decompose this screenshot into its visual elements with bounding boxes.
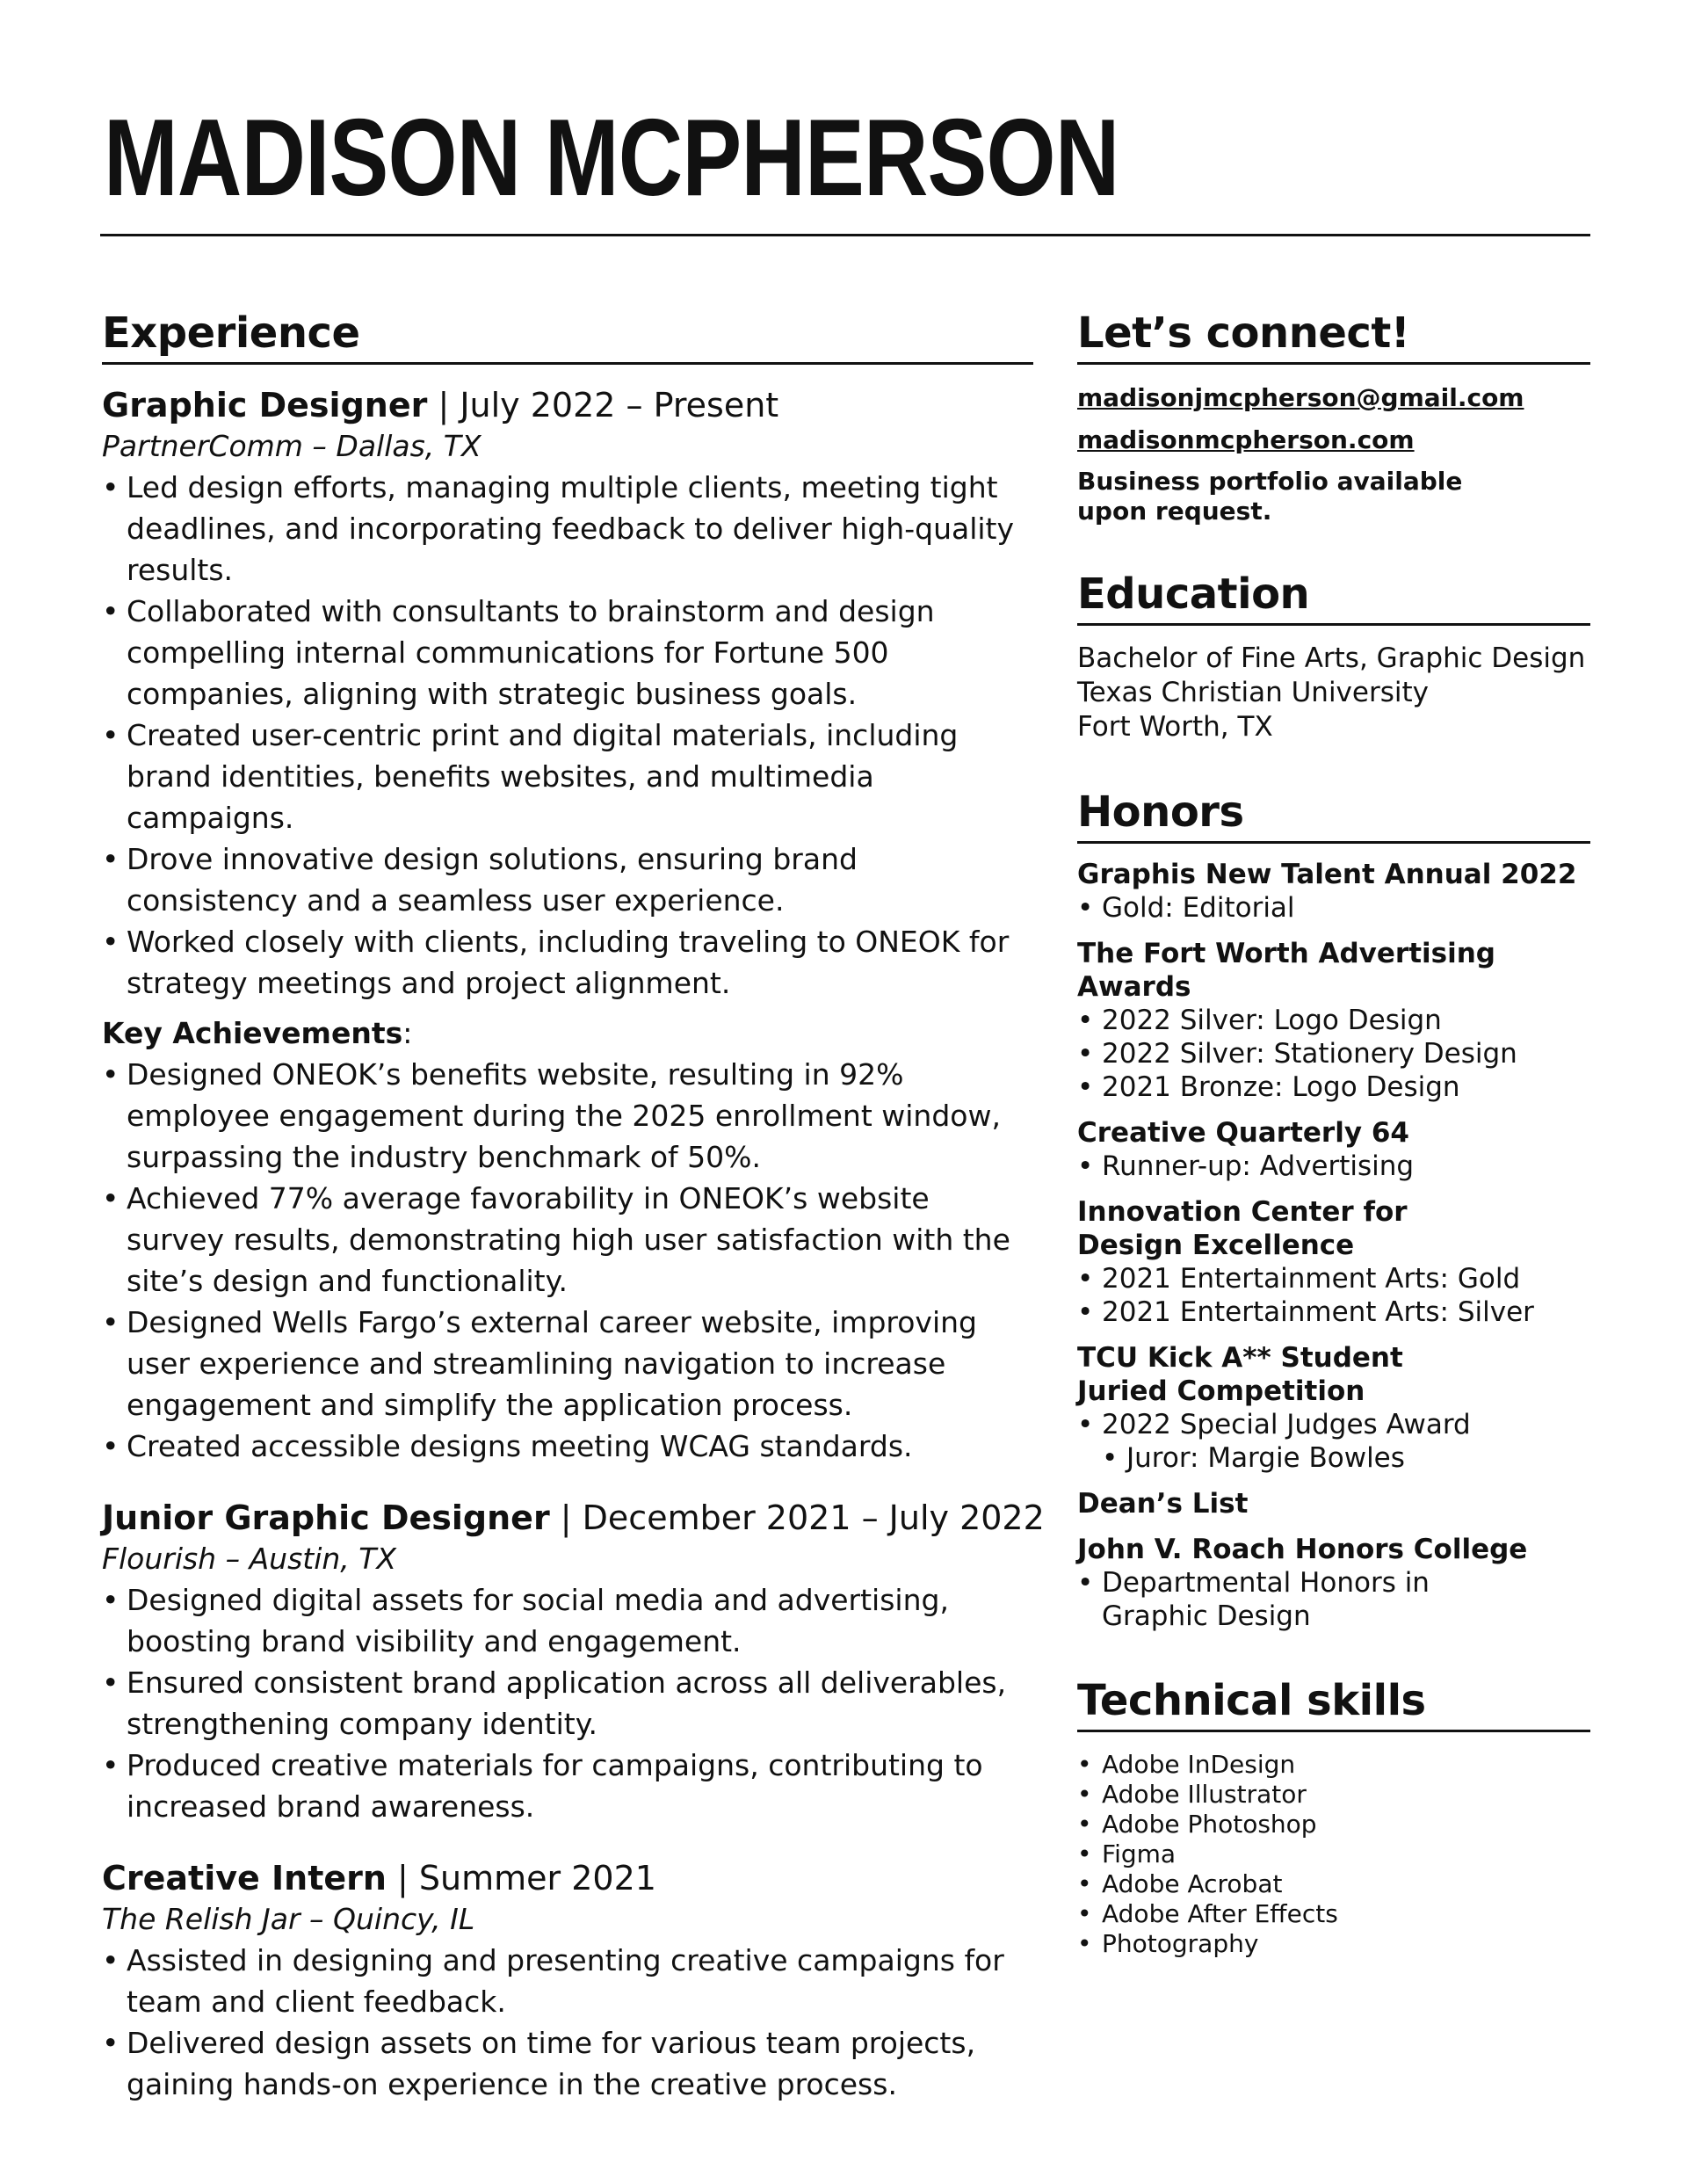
skill-item: • Adobe Acrobat bbox=[1077, 1869, 1590, 1899]
job-title-line bbox=[102, 1497, 1045, 1539]
contact-info bbox=[1077, 377, 1590, 526]
name-divider bbox=[100, 234, 1590, 236]
honor-items bbox=[1077, 1408, 1590, 1475]
portfolio-note-line: upon request. bbox=[1077, 497, 1272, 526]
honor-item: • 2021 Entertainment Arts: Silver bbox=[1077, 1295, 1590, 1329]
skills-heading: Technical skills bbox=[1077, 1673, 1590, 1732]
job-title: Junior Graphic Designer bbox=[102, 1498, 550, 1537]
resume-name: MADISON MCPHERSON bbox=[104, 98, 1119, 219]
honor-name: Dean’s List bbox=[1077, 1488, 1249, 1520]
job-bullet: • Assisted in designing and presenting creative campaigns for team and client feedback. bbox=[102, 1940, 1033, 2022]
honor-sub-item: • Juror: Margie Bowles bbox=[1077, 1441, 1590, 1475]
honors-list bbox=[1077, 858, 1590, 1633]
job-bullet: • Worked closely with clients, including traveling to ONEOK for strategy meetings and project alignment. bbox=[102, 921, 1033, 1004]
title-separator: | bbox=[560, 1498, 583, 1537]
degree: Bachelor of Fine Arts, Graphic Design bbox=[1077, 642, 1586, 674]
honor-name: Graphis New Talent Annual 2022 bbox=[1077, 859, 1577, 890]
honor-items bbox=[1077, 1004, 1590, 1104]
achievement-bullet: • Achieved 77% average favorability in ONEOK’s website survey results, demonstrating high user satisfaction with the site’s design and functionality. bbox=[102, 1178, 1033, 1302]
achievement-bullet: • Designed ONEOK’s benefits website, resulting in 92% employee engagement during the 2025 enrollment window, surpassing the industry benchmark of 50%. bbox=[102, 1054, 1033, 1178]
experience-column bbox=[102, 306, 1045, 2105]
honor-item: • 2022 Special Judges Award bbox=[1077, 1408, 1590, 1441]
honor-name: Creative Quarterly 64 bbox=[1077, 1117, 1409, 1149]
honor-items bbox=[1077, 1566, 1590, 1633]
education-details bbox=[1077, 642, 1590, 744]
job-bullets bbox=[102, 1940, 1033, 2105]
skill-item: • Adobe Photoshop bbox=[1077, 1810, 1590, 1839]
job-title: Graphic Designer bbox=[102, 386, 428, 424]
job-bullets bbox=[102, 467, 1033, 1004]
connect-heading: Let’s connect! bbox=[1077, 306, 1590, 365]
honor-item: • Gold: Editorial bbox=[1077, 891, 1590, 925]
job-bullet: • Created user-centric print and digital materials, including brand identities, benefits websites, and multimedia campaigns. bbox=[102, 715, 1033, 838]
skills-section bbox=[1077, 1673, 1590, 1959]
job-graphic-designer bbox=[102, 384, 1033, 1467]
job-title-line bbox=[102, 384, 1033, 426]
job-title: Creative Intern bbox=[102, 1859, 387, 1897]
connect-section bbox=[1077, 306, 1590, 526]
honor-item-line: • Departmental Honors in bbox=[1102, 1567, 1430, 1599]
job-bullet: • Designed digital assets for social media and advertising, boosting brand visibility and engagement. bbox=[102, 1579, 1033, 1662]
honor-items bbox=[1077, 1150, 1590, 1183]
job-bullet: • Led design efforts, managing multiple clients, meeting tight deadlines, and incorporating feedback to deliver high-quality results. bbox=[102, 467, 1033, 591]
achievement-bullet: • Created accessible designs meeting WCAG standards. bbox=[102, 1426, 1033, 1467]
honor-name-line: TCU Kick A** Student bbox=[1077, 1342, 1403, 1374]
skill-item: • Adobe InDesign bbox=[1077, 1750, 1590, 1780]
honor-name-line: Juried Competition bbox=[1077, 1375, 1365, 1407]
job-title-line bbox=[102, 1857, 1033, 1899]
title-separator: | bbox=[438, 386, 460, 424]
honor-items bbox=[1077, 891, 1590, 925]
key-achievements-heading: Key Achievements: bbox=[102, 1016, 413, 1050]
honor-name: John V. Roach Honors College bbox=[1077, 1534, 1528, 1565]
experience-heading: Experience bbox=[102, 306, 1033, 365]
job-dates: July 2022 – Present bbox=[460, 386, 779, 424]
school-location: Fort Worth, TX bbox=[1077, 711, 1273, 743]
job-bullets bbox=[102, 1579, 1033, 1827]
job-org: The Relish Jar – Quincy, IL bbox=[102, 1902, 475, 1936]
honor-name bbox=[1077, 1341, 1590, 1408]
honor-item: • 2021 Bronze: Logo Design bbox=[1077, 1070, 1590, 1104]
job-bullet: • Produced creative materials for campaigns, contributing to increased brand awareness. bbox=[102, 1745, 1033, 1827]
honor-name-line: Innovation Center for bbox=[1077, 1196, 1408, 1228]
job-dates: Summer 2021 bbox=[418, 1859, 656, 1897]
job-dates: December 2021 – July 2022 bbox=[582, 1498, 1045, 1537]
key-achievements-label: Key Achievements bbox=[102, 1016, 403, 1050]
portfolio-note-line: Business portfolio available bbox=[1077, 467, 1463, 496]
honor-item: • 2022 Silver: Logo Design bbox=[1077, 1004, 1590, 1037]
honor-item: • Runner-up: Advertising bbox=[1077, 1150, 1590, 1183]
skills-list-wrap bbox=[1077, 1750, 1590, 1959]
title-separator: | bbox=[397, 1859, 419, 1897]
job-bullet: • Delivered design assets on time for various team projects, gaining hands-on experience in the creative process. bbox=[102, 2022, 1033, 2105]
skill-item: • Figma bbox=[1077, 1839, 1590, 1869]
job-creative-intern bbox=[102, 1857, 1033, 2105]
education-section bbox=[1077, 567, 1590, 744]
job-bullet: • Collaborated with consultants to brainstorm and design compelling internal communications for Fortune 500 companies, aligning with strategic business goals. bbox=[102, 591, 1033, 715]
job-junior-graphic-designer bbox=[102, 1497, 1045, 1827]
skill-item: • Adobe After Effects bbox=[1077, 1899, 1590, 1929]
honor-name bbox=[1077, 1195, 1590, 1262]
school: Texas Christian University bbox=[1077, 677, 1429, 708]
job-bullet: • Ensured consistent brand application across all deliverables, strengthening company identity. bbox=[102, 1662, 1033, 1745]
job-org: PartnerComm – Dallas, TX bbox=[102, 429, 481, 463]
sidebar-column bbox=[1077, 306, 1590, 1959]
skills-list bbox=[1077, 1750, 1590, 1959]
honor-item: • 2022 Silver: Stationery Design bbox=[1077, 1037, 1590, 1070]
achievement-bullet: • Designed Wells Fargo’s external career website, improving user experience and streamlining navigation to increase engagement and simplify the application process. bbox=[102, 1302, 1033, 1426]
honor-item bbox=[1077, 1566, 1590, 1633]
email-link[interactable]: madisonjmcpherson@gmail.com bbox=[1077, 383, 1524, 412]
honor-name: The Fort Worth Advertising Awards bbox=[1077, 938, 1495, 1003]
honors-heading: Honors bbox=[1077, 785, 1590, 844]
education-heading: Education bbox=[1077, 567, 1590, 626]
website-link[interactable]: madisonmcpherson.com bbox=[1077, 425, 1415, 454]
honors-section bbox=[1077, 785, 1590, 1633]
honor-item-line: Graphic Design bbox=[1102, 1600, 1311, 1632]
job-bullet: • Drove innovative design solutions, ensuring brand consistency and a seamless user experience. bbox=[102, 838, 1033, 921]
honor-items bbox=[1077, 1262, 1590, 1329]
skill-item: • Photography bbox=[1077, 1929, 1590, 1959]
achievement-bullets bbox=[102, 1054, 1033, 1467]
honor-item: • 2021 Entertainment Arts: Gold bbox=[1077, 1262, 1590, 1295]
honor-name-line: Design Excellence bbox=[1077, 1230, 1355, 1261]
skill-item: • Adobe Illustrator bbox=[1077, 1780, 1590, 1810]
portfolio-note bbox=[1077, 467, 1590, 526]
job-org: Flourish – Austin, TX bbox=[102, 1542, 397, 1576]
